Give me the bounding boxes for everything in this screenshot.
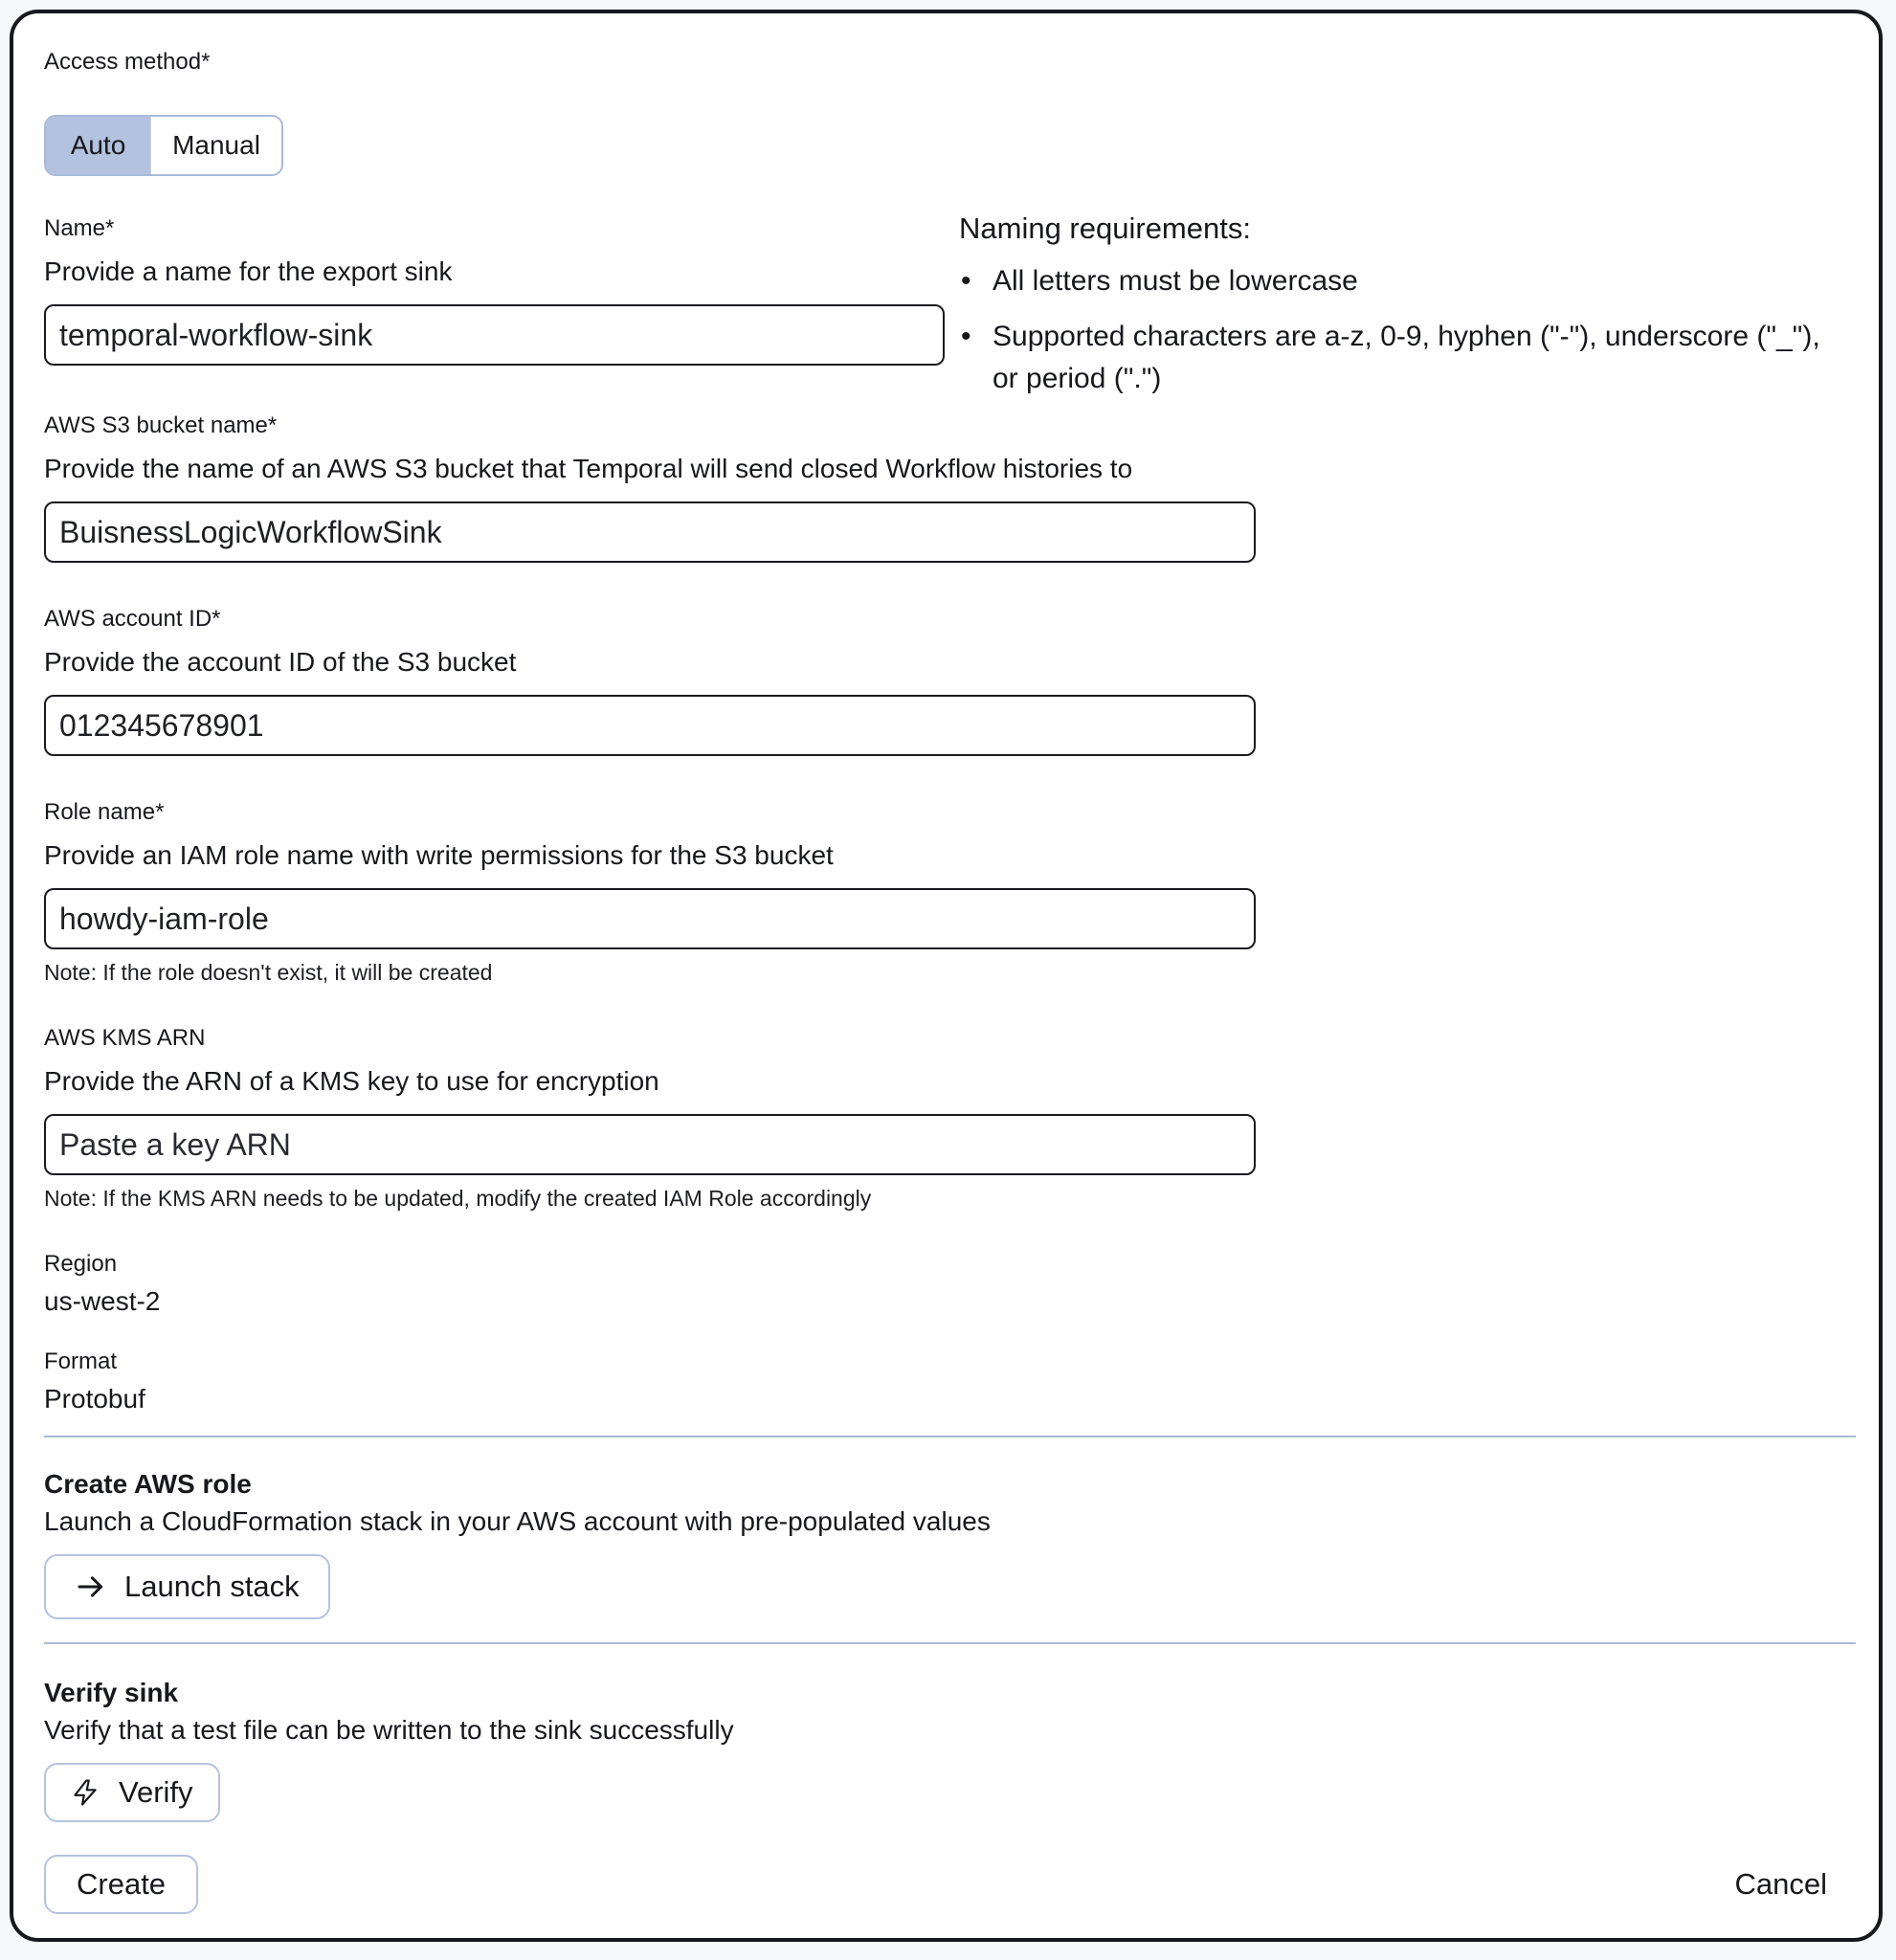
bucket-field-group (44, 412, 1856, 563)
access-method-option-auto-label: Auto (70, 130, 126, 160)
divider (44, 1436, 1856, 1437)
account-field-group (44, 605, 1856, 756)
naming-requirements (959, 211, 1840, 413)
create-button-label: Create (77, 1867, 167, 1901)
region-label: Region (44, 1251, 118, 1277)
naming-requirement-item: • All letters must be lowercase (959, 260, 1840, 302)
kms-label: AWS KMS ARN (44, 1025, 206, 1051)
create-role-title: Create AWS role (44, 1469, 252, 1499)
role-description: Provide an IAM role name with write permissions for the S3 bucket (44, 840, 834, 870)
account-description: Provide the account ID of the S3 bucket (44, 647, 517, 677)
naming-requirements-title: Naming requirements: (959, 212, 1251, 245)
arrow-right-icon (75, 1570, 107, 1603)
kms-input[interactable] (44, 1114, 1256, 1175)
create-role-section (44, 1468, 1856, 1619)
create-button[interactable] (44, 1855, 198, 1914)
lightning-icon (71, 1776, 100, 1809)
kms-note: Note: If the KMS ARN needs to be updated, modify the created IAM Role accordingly (44, 1186, 872, 1211)
name-and-requirements-row (44, 212, 1856, 394)
create-role-description: Launch a CloudFormation stack in your AWS account with pre-populated values (44, 1506, 991, 1536)
verify-button-label: Verify (119, 1775, 193, 1809)
bucket-label: AWS S3 bucket name* (44, 412, 278, 438)
role-label: Role name* (44, 799, 165, 825)
name-input[interactable] (44, 304, 945, 366)
divider (44, 1642, 1856, 1644)
region-value: us-west-2 (44, 1286, 161, 1316)
kms-description: Provide the ARN of a KMS key to use for encryption (44, 1066, 659, 1096)
role-field-group (44, 798, 1856, 986)
verify-button[interactable] (44, 1763, 220, 1822)
verify-sink-section (44, 1677, 1856, 1822)
role-input[interactable] (44, 888, 1256, 949)
verify-sink-title: Verify sink (44, 1678, 179, 1707)
bucket-input[interactable] (44, 501, 1256, 563)
access-method-option-manual-label: Manual (172, 130, 260, 160)
verify-sink-description: Verify that a test file can be written to the sink successfully (44, 1715, 734, 1745)
cancel-button[interactable]: Cancel (1734, 1867, 1827, 1901)
form-actions (44, 1855, 1856, 1914)
region-readonly-group (44, 1250, 1856, 1319)
account-label: AWS account ID* (44, 606, 221, 632)
launch-stack-button[interactable] (44, 1554, 330, 1619)
naming-requirement-item: • Supported characters are a-z, 0-9, hyphen ("-"), underscore ("_"), or period (".") (959, 316, 1840, 400)
bucket-description: Provide the name of an AWS S3 bucket that Temporal will send closed Workflow histories to (44, 454, 1133, 483)
format-readonly-group (44, 1348, 1856, 1416)
access-method-label: Access method* (44, 49, 211, 75)
format-label: Format (44, 1348, 118, 1374)
account-input[interactable] (44, 695, 1256, 756)
name-description: Provide a name for the export sink (44, 256, 453, 286)
name-label: Name* (44, 215, 115, 241)
kms-field-group (44, 1024, 1856, 1212)
export-sink-form-card (10, 10, 1883, 1942)
format-value: Protobuf (44, 1384, 145, 1414)
launch-stack-button-label: Launch stack (124, 1570, 300, 1603)
role-note: Note: If the role doesn't exist, it will be created (44, 960, 493, 985)
access-method-option-auto[interactable] (46, 117, 150, 174)
naming-requirements-list (959, 260, 1840, 400)
access-method-toggle (44, 115, 283, 176)
access-method-option-manual[interactable] (150, 117, 281, 174)
